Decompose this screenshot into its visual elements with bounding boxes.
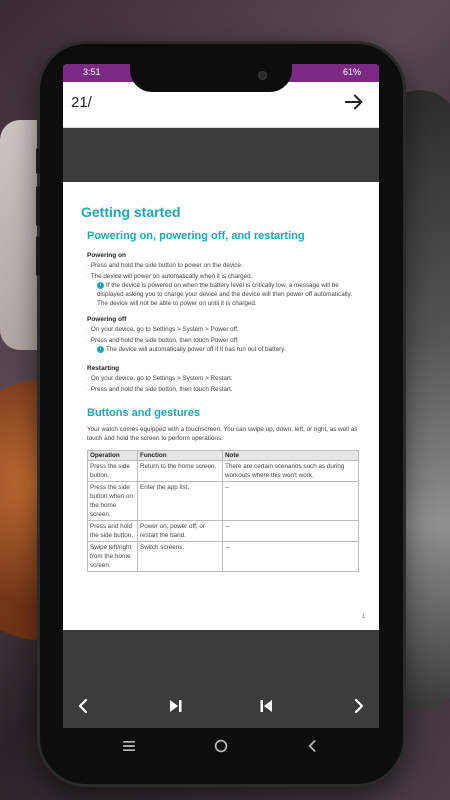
info-icon: i	[97, 346, 104, 353]
info-icon: i	[97, 282, 104, 289]
table-cell: --	[223, 521, 359, 542]
section-title: Buttons and gestures	[87, 407, 201, 419]
back-icon[interactable]	[303, 736, 323, 756]
list-item-text: On your device, go to Settings > System > Restart.	[90, 375, 233, 382]
skip-to-end-icon[interactable]	[163, 694, 187, 718]
camera-icon	[258, 71, 267, 80]
list-item-text: Press and hold the side button, then touch Power off.	[90, 337, 239, 344]
section-title: Powering on, powering off, and restarting	[87, 230, 305, 242]
table-header: Operation	[88, 451, 138, 461]
gestures-table	[87, 450, 359, 572]
table-header: Note	[223, 451, 359, 461]
table-cell: Press and hold the side button.	[88, 521, 138, 542]
chapter-title: Getting started	[81, 204, 181, 220]
list-item: · Press and hold the side button to power on the device.	[87, 262, 243, 269]
chevron-right-icon[interactable]	[347, 694, 371, 718]
list-item: · Press and hold the side button, then touch Power off.	[87, 337, 239, 344]
note	[97, 345, 353, 354]
table-row	[88, 542, 359, 572]
table-header: Function	[138, 451, 223, 461]
table-cell: Switch screens.	[138, 542, 223, 572]
table-cell: --	[223, 482, 359, 521]
status-battery: 61%	[342, 67, 361, 77]
chevron-left-icon[interactable]	[71, 694, 95, 718]
table-cell: Enter the app list.	[138, 482, 223, 521]
table-row	[88, 482, 359, 521]
document-page	[63, 182, 379, 630]
page-navigation	[63, 694, 379, 724]
subheading: Restarting	[87, 365, 120, 372]
home-circle-icon[interactable]	[211, 736, 231, 756]
subheading: Powering on	[87, 252, 126, 259]
table-row	[88, 461, 359, 482]
table-cell: Press the side button when on the home screen.	[88, 482, 138, 521]
table-cell: Swipe left/right from the home screen.	[88, 542, 138, 572]
page-number-input[interactable]: 21/	[71, 94, 92, 111]
phone-screen	[63, 64, 379, 764]
list-item-text: The device will power on automatically when it is charged.	[90, 273, 253, 280]
table-cell: Power on, power off, or restart the band.	[138, 521, 223, 542]
list-item: · Press and hold the side button, then touch Restart.	[87, 386, 233, 393]
table-cell: Press the side button.	[88, 461, 138, 482]
phone-notch	[130, 60, 292, 92]
table-header-row	[88, 451, 359, 461]
list-item: · The device will power on automatically when it is charged.	[87, 273, 253, 280]
table-cell: Return to the home screen.	[138, 461, 223, 482]
list-item: · On your device, go to Settings > System > Power off.	[87, 326, 239, 333]
list-item: · On your device, go to Settings > System > Restart.	[87, 375, 233, 382]
status-time: 3:51	[83, 67, 101, 77]
page-number: 1	[361, 614, 365, 620]
table-cell: --	[223, 542, 359, 572]
table-row	[88, 521, 359, 542]
subheading: Powering off	[87, 316, 127, 323]
list-item-text: Press and hold the side button, then touch Restart.	[90, 386, 233, 393]
system-navigation-bar	[63, 728, 379, 764]
list-item-text: On your device, go to Settings > System > Power off.	[90, 326, 239, 333]
arrow-right-icon[interactable]	[343, 91, 365, 113]
intro-paragraph: Your watch comes equipped with a touchscreen. You can swipe up, down, left, or right, as well as touch and hold the screen to perform operations.	[87, 426, 358, 442]
phone-side-button	[36, 236, 40, 276]
note-text: The device will automatically power off if it has run out of battery.	[106, 346, 286, 353]
skip-to-start-icon[interactable]	[255, 694, 279, 718]
phone-side-button	[36, 148, 40, 174]
note-text: If the device is powered on when the battery level is critically low, a message will be displayed asking you to charge your device and the device will then power off automatically. The device will not be able to power on until it is charged.	[97, 282, 352, 307]
list-item-text: Press and hold the side button to power on the device.	[90, 262, 243, 269]
menu-icon[interactable]	[119, 736, 139, 756]
table-cell: There are certain scenarios such as during workouts where this won't work.	[223, 461, 359, 482]
note	[97, 281, 353, 308]
phone-side-button	[36, 186, 40, 226]
